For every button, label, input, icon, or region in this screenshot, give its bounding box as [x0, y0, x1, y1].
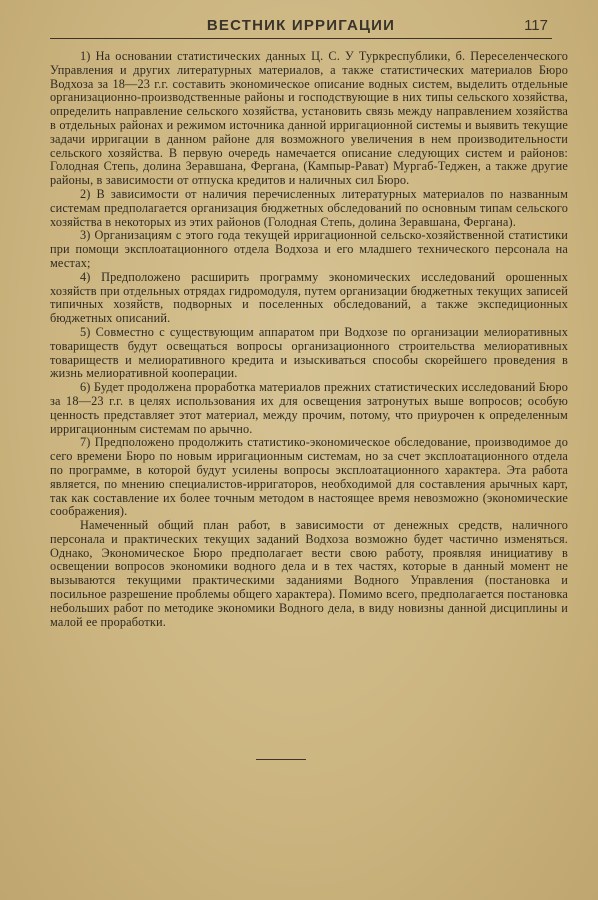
journal-title: ВЕСТНИК ИРРИГАЦИИ: [206, 17, 396, 34]
article-body: [50, 50, 568, 629]
section-end-divider: [256, 759, 306, 760]
paragraph-item-1: 1) На основании статистических данных Ц. С. У Туркреспублики, б. Переселенческого Управления и других литературных материалов, а также статистических материалов Бюро Водхоза за 18—23 г.г. составить экономическое описание водных систем, выделить отдельные организационно-производственные районы и господствующие в них типы сельского хозяйства, определить направление сельского хозяйства, установить связь между направлением хозяйства в отдельных районах и режимом источника данной ирригационной системы и выявить текущие задачи ирригации в данном районе для возможного увеличения в нем производительности сельского хозяйства. В первую очередь намечается описание следующих систем и районов: Голодная Степь, долина Зеравшана, Фергана, (Кампыр-Рават) Мургаб-Теджен, а также другие районы, в зависимости от отпуска кредитов и наличных сил Бюро.: [50, 49, 568, 188]
paragraph-item-5: 5) Совместно с существующим аппаратом при Водхозе по организации мелиоративных товариществ будут освещаться вопросы организационного строительства мелиоративных товариществ и мелиоративного кредита и изыскиваться способы скорейшего проведения в жизнь мелиоративной кооперации.: [50, 324, 568, 381]
paragraph-item-4: 4) Предположено расширить программу экономических исследований орошенных хозяйств при отдельных отрядах гидромодуля, путем организации бюджетных текущих записей типичных хозяйств, подворных и поселенных обследований, а также экспедиционных бюджетных описаний.: [50, 269, 568, 326]
paragraph-item-2: 2) В зависимости от наличия перечисленных литературных материалов по названным системам предполагается организация бюджетных обследований по основным типам сельского хозяйства в некоторых из этих районов (Голодная Степь, долина Зеравшана, Фергана).: [50, 186, 568, 229]
paragraph-item-7: 7) Предположено продолжить статистико-экономическое обследование, производимое до сего времени Бюро по новым ирригационным системам, но за счет эксплоатационного отдела по программе, в которой будут усилены вопросы эксплоатационного характера. Эта работа является, по мнению специалистов-ирригаторов, необходимой для составления арычных карт, так как составление их более точным методом в настоящее время невозможно (экономические соображения).: [50, 435, 568, 519]
page-number: 117: [524, 17, 548, 34]
running-header: [50, 14, 552, 39]
paragraph-item-6: 6) Будет продолжена проработка материалов прежних статистических исследований Бюро за 18—23 г.г. в целях использования их для освещения затронутых выше вопросов; особую ценность представляет этот материал, между прочим, потому, что приурочен к определенным ирригационным системам по арычно.: [50, 380, 568, 436]
closing-paragraph: Намеченный общий план работ, в зависимости от денежных средств, наличного персонала и практических текущих заданий Водхоза возможно будет частично изменяться. Однако, Экономическое Бюро предполагает вести свою работу, проявляя инициативу в освещении вопросов экономики водного дела и в тех частях, которые в данный момент не вызываются текущими практическими заданиями Водного Управления (постановка и посильное разрешение проблемы общего характера). Помимо всего, предполагается постановка небольших работ по методике экономики Водного дела, в виду новизны данной дисциплины и малой ее проработки.: [50, 518, 568, 629]
paragraph-item-3: 3) Организациям с этого года текущей ирригационной сельско-хозяйственной статистики при помощи эксплоатационного отдела Водхоза и его младшего технического персонала на местах;: [50, 228, 568, 270]
